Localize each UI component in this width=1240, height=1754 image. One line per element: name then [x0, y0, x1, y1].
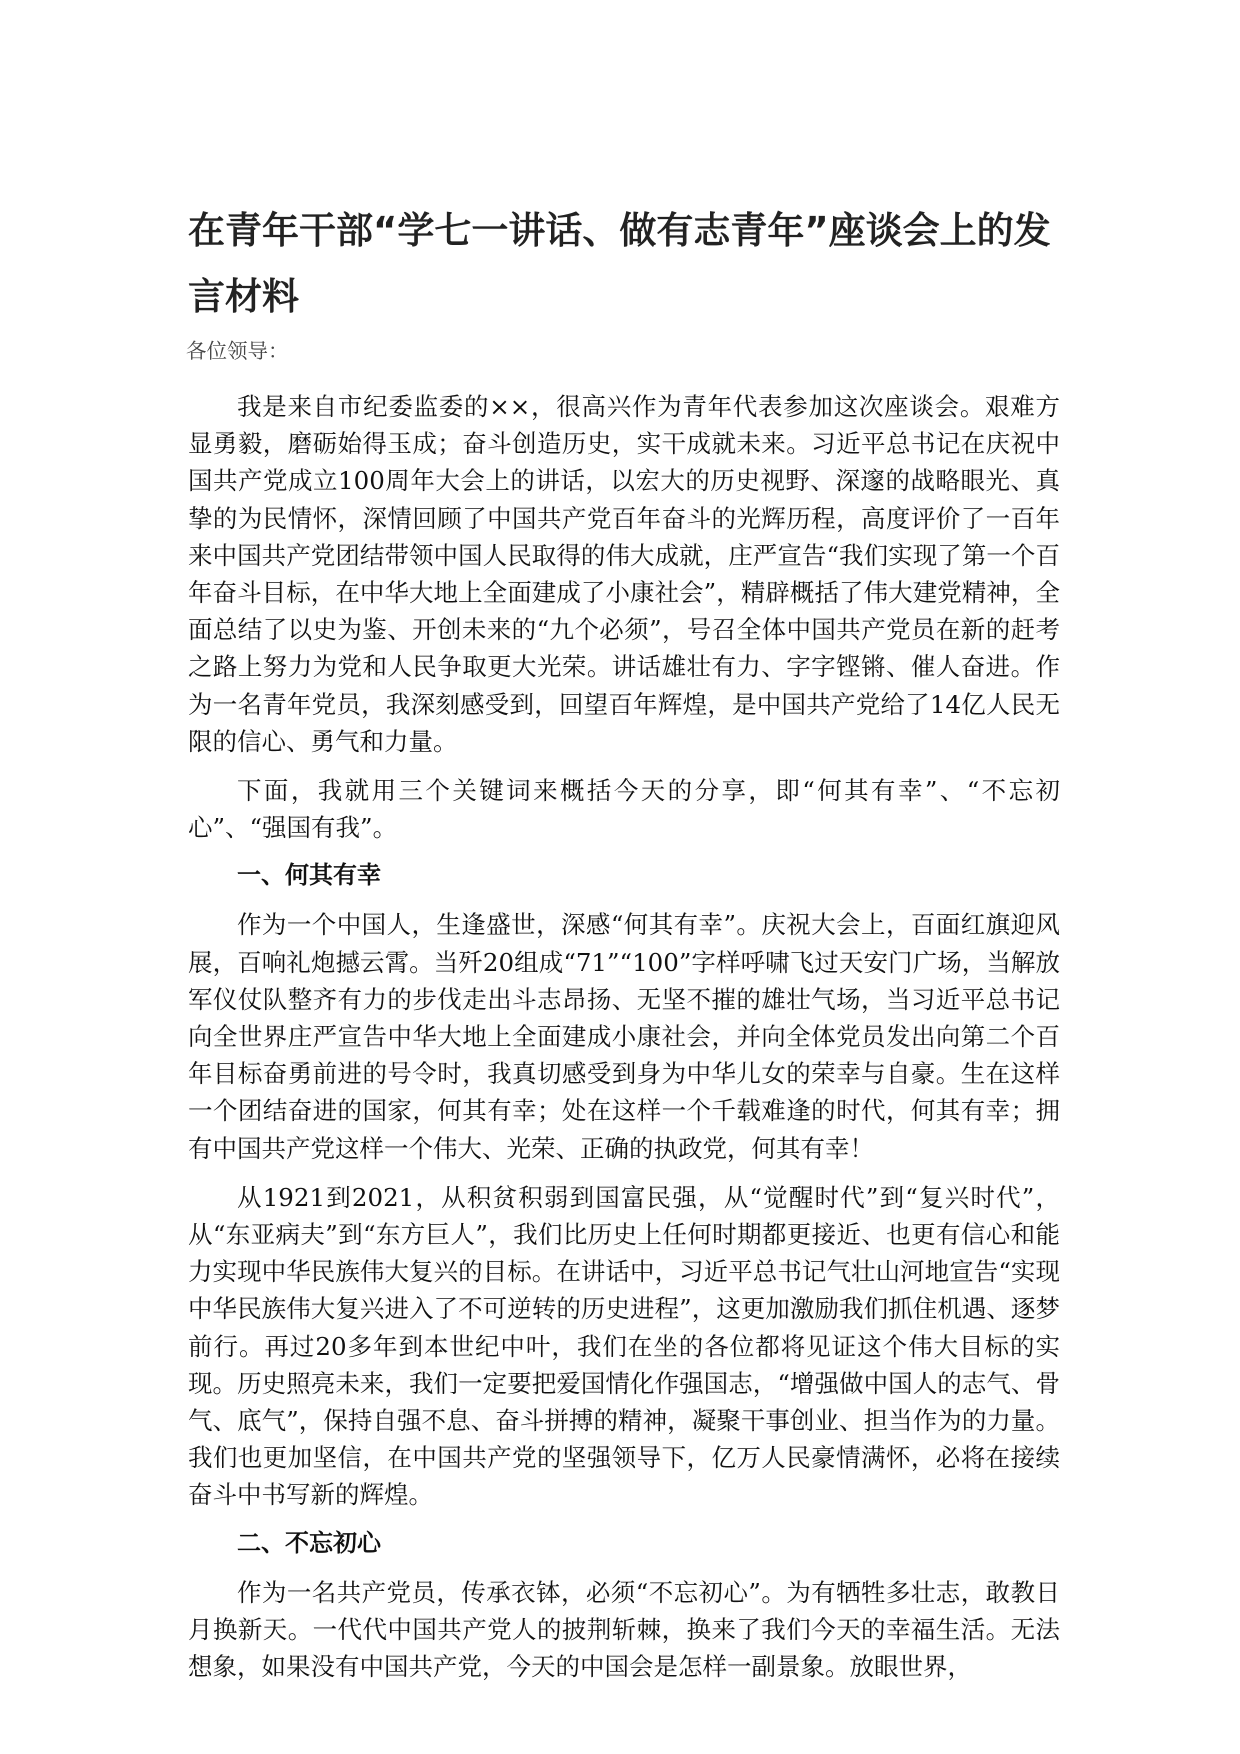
salutation: 各位领导： — [186, 339, 289, 363]
document-title: 在青年干部“学七一讲话、做有志青年”座谈会上的发言材料 — [188, 209, 1051, 318]
section-heading-2: 二、不忘初心 — [237, 1528, 381, 1557]
section1-paragraph: 作为一个中国人，生逢盛世，深感“何其有幸”。庆祝大会上，百面红旗迎风展，百响礼炮撼云霄。当歼20组成“71”“100”字样呼啸飞过天安门广场，当解放军仪仗队整齐有力的步伐走出斗志昂扬、无坚不摧的雄壮气场，当习近平总书记向全世界庄严宣告中华大地上全面建成小康社会，并向全体党员发出向第二个百年目标奋勇前进的号令时，我真切感受到身为中华儿女的荣幸与自豪。生在这样一个团结奋进的国家，何其有幸；处在这样一个千载难逢的时代，何其有幸；拥有中国共产党这样一个伟大、光荣、正确的执政党，何其有幸！ — [188, 910, 1060, 1163]
section1-paragraph: 从1921到2021，从积贫积弱到国富民强，从“觉醒时代”到“复兴时代”，从“东亚病夫”到“东方巨人”，我们比历史上任何时期都更接近、也更有信心和能力实现中华民族伟大复兴的目标。在讲话中，习近平总书记气壮山河地宣告“实现中华民族伟大复兴进入了不可逆转的历史进程”，这更加激励我们抓住机遇、逐梦前行。再过20多年到本世纪中叶，我们在坐的各位都将见证这个伟大目标的实现。历史照亮未来，我们一定要把爱国情化作强国志，“增强做中国人的志气、骨气、底气”，保持自强不息、奋斗拼搏的精神，凝聚干事创业、担当作为的力量。我们也更加坚信，在中国共产党的坚强领导下，亿万人民豪情满怀，必将在接续奋斗中书写新的辉煌。 — [188, 1182, 1060, 1510]
document-page — [188, 198, 1060, 1697]
intro-paragraph: 我是来自市纪委监委的××，很高兴作为青年代表参加这次座谈会。艰难方显勇毅，磨砺始得玉成；奋斗创造历史，实干成就未来。习近平总书记在庆祝中国共产党成立100周年大会上的讲话，以宏大的历史视野、深邃的战略眼光、真挚的为民情怀，深情回顾了中国共产党百年奋斗的光辉历程，高度评价了一百年来中国共产党团结带领中国人民取得的伟大成就，庄严宣告“我们实现了第一个百年奋斗目标，在中华大地上全面建成了小康社会”，精辟概括了伟大建党精神，全面总结了以史为鉴、开创未来的“九个必须”，号召全体中国共产党员在新的赶考之路上努力为党和人民争取更大光荣。讲话雄壮有力、字字铿锵、催人奋进。作为一名青年党员，我深刻感受到，回望百年辉煌，是中国共产党给了14亿人民无限的信心、勇气和力量。 — [188, 392, 1060, 756]
section2-paragraph: 作为一名共产党员，传承衣钵，必须“不忘初心”。为有牺牲多壮志，敢教日月换新天。一代代中国共产党人的披荆斩棘，换来了我们今天的幸福生活。无法想象，如果没有中国共产党，今天的中国会是怎样一副景象。放眼世界， — [188, 1577, 1060, 1682]
overview-paragraph: 下面，我就用三个关键词来概括今天的分享，即“何其有幸”、“不忘初心”、“强国有我”。 — [188, 776, 1060, 843]
section-heading-1: 一、何其有幸 — [237, 861, 381, 890]
